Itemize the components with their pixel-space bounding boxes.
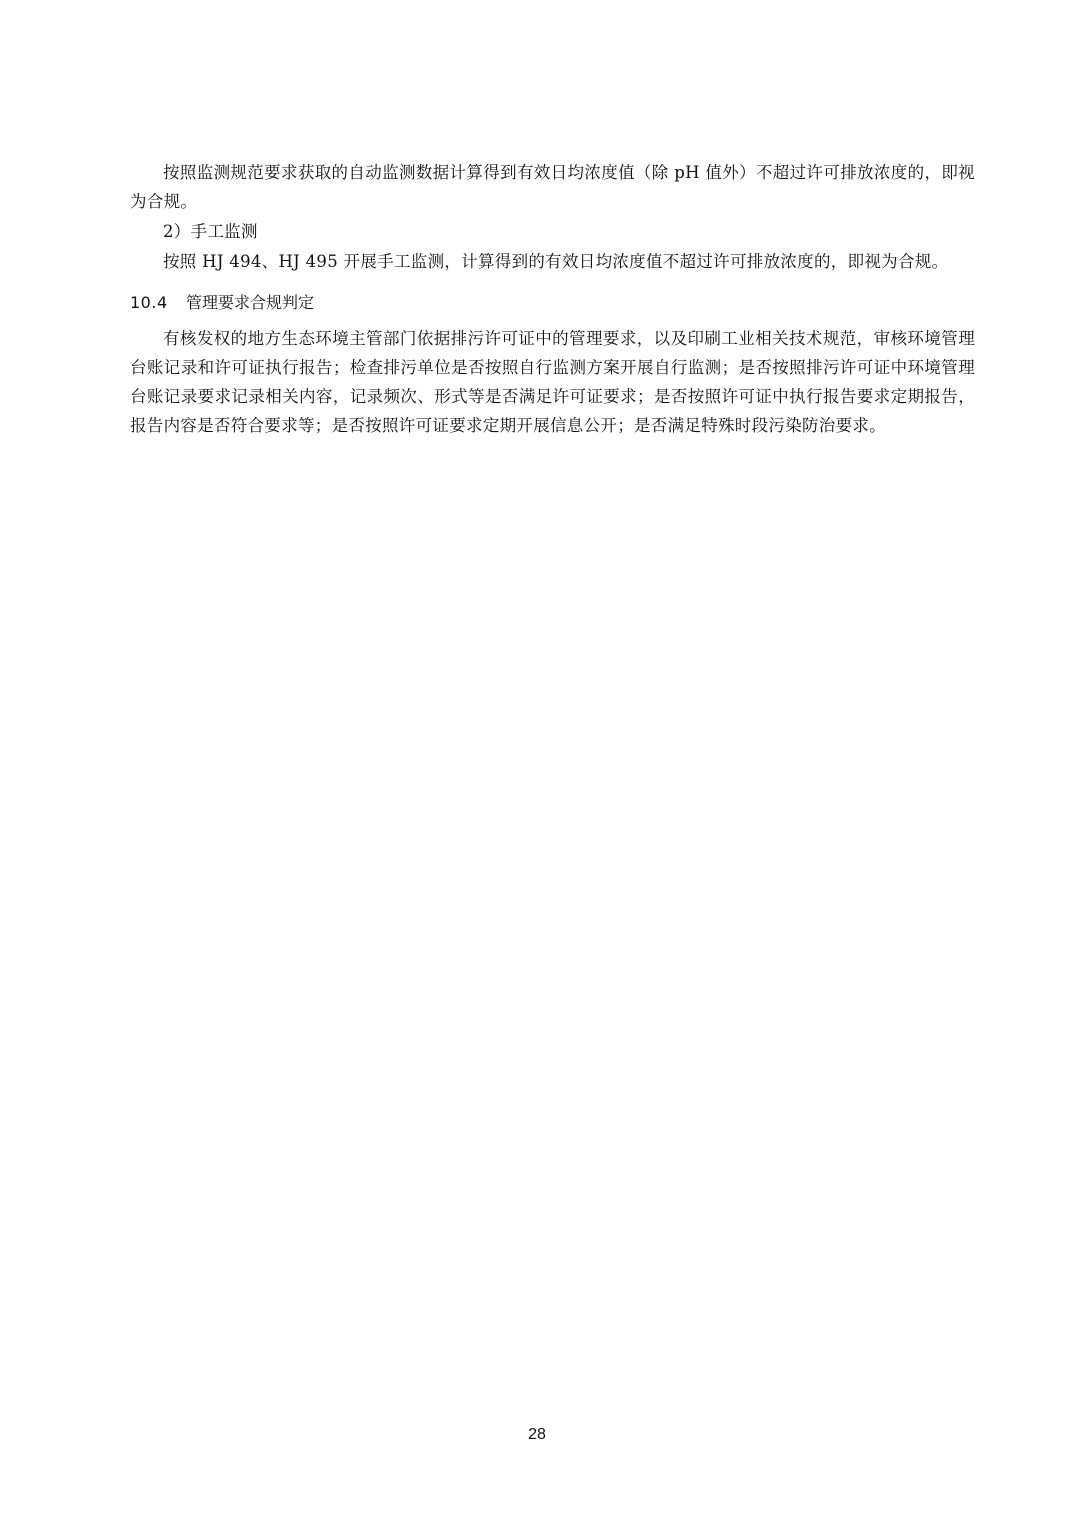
- manual-monitoring-paragraph: 按照 HJ 494、HJ 495 开展手工监测，计算得到的有效日均浓度值不超过许可排放浓度的，即视为合规。: [163, 252, 949, 271]
- manual-monitoring-subheading: 2）手工监测: [163, 222, 258, 241]
- section-number: 10.4: [130, 293, 168, 312]
- section-heading: [130, 291, 975, 315]
- page-content: [130, 158, 975, 440]
- section-body-paragraph: 有核发权的地方生态环境主管部门依据排污许可证中的管理要求，以及印刷工业相关技术规范，审核环境管理台账记录和许可证执行报告；检查排污单位是否按照自行监测方案开展自行监测；是否按照排污许可证中环境管理台账记录要求记录相关内容，记录频次、形式等是否满足许可证要求；是否按照许可证中执行报告要求定期报告，报告内容是否符合要求等；是否按照许可证要求定期开展信息公开；是否满足特殊时段污染防治要求。: [130, 329, 975, 435]
- page-number: 28: [528, 1426, 546, 1443]
- section-title: 管理要求合规判定: [186, 293, 315, 312]
- auto-monitoring-paragraph: 按照监测规范要求获取的自动监测数据计算得到有效日均浓度值（除 pH 值外）不超过许可排放浓度的，即视为合规。: [130, 163, 975, 211]
